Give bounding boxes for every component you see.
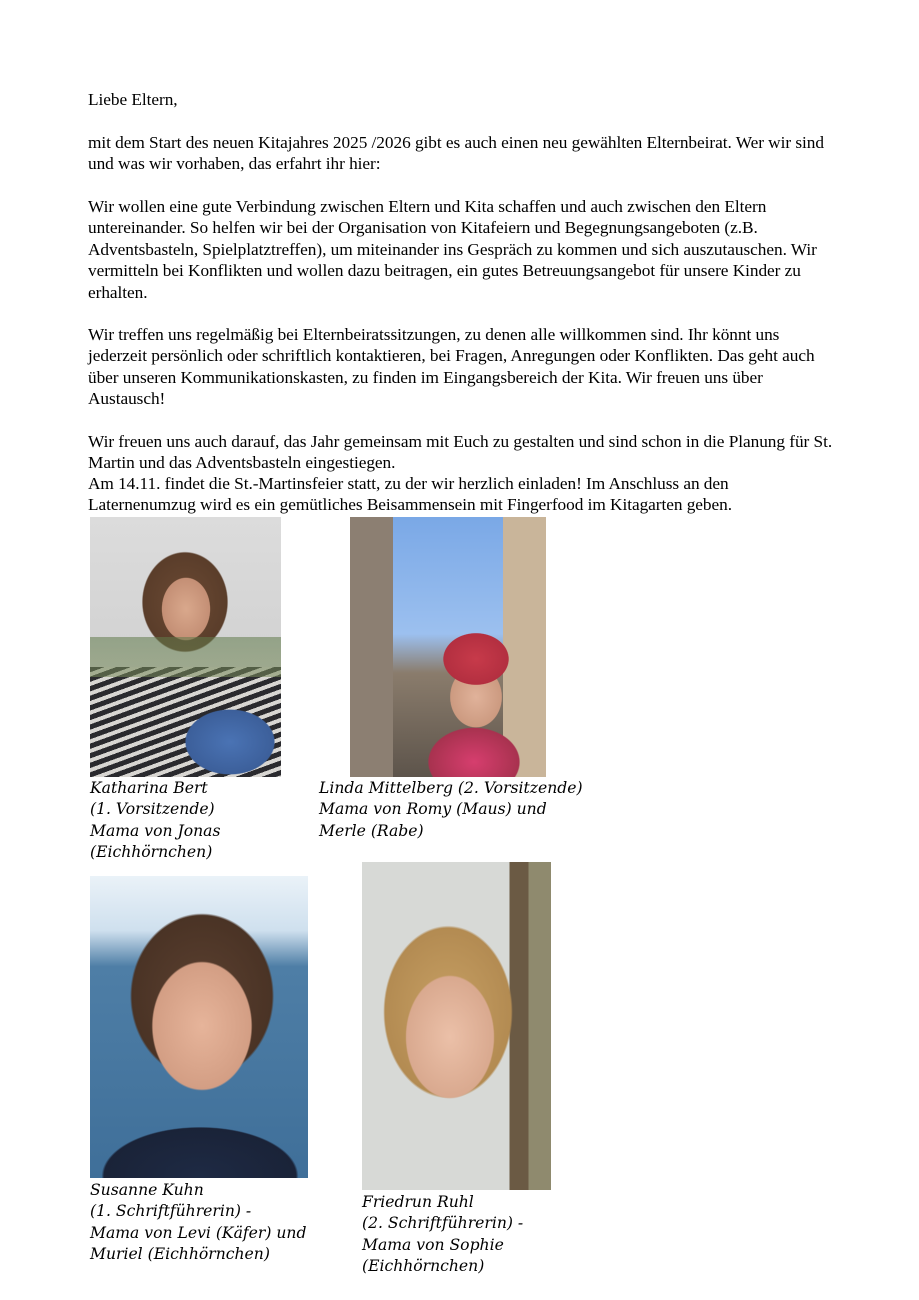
caption-line: (Eichhörnchen) <box>362 1256 485 1275</box>
caption-line: (1. Schriftführerin) - <box>90 1202 252 1221</box>
member-caption-katharina-bert <box>90 778 220 863</box>
caption-line: (Eichhörnchen) <box>90 842 213 861</box>
paragraph-meetings: Wir treffen uns regelmäßig bei Elternbeiratssitzungen, zu denen alle willkommen sind. Ihr könnt uns jederzeit persönlich oder schriftlich kontaktieren, bei Fragen, Anregungen oder Konflikten. Das geht auch über unseren Kommunikationskasten, zu finden im Eingangsbereich der Kita. Wir freuen uns über Austausch! <box>88 325 815 409</box>
member-photo-linda-mittelberg <box>350 517 546 777</box>
caption-line: Muriel (Eichhörnchen) <box>90 1244 270 1263</box>
caption-line: Friedrun Ruhl <box>362 1193 474 1211</box>
caption-line: Linda Mittelberg (2. Vorsitzende) <box>319 779 583 797</box>
paragraph-planning: Wir freuen uns auch darauf, das Jahr gemeinsam mit Euch zu gestalten und sind schon in die Planung für St. Martin und das Adventsbasteln eingestiegen. <box>88 432 833 473</box>
member-caption-linda-mittelberg <box>319 778 583 842</box>
greeting: Liebe Eltern, <box>88 90 178 109</box>
caption-line: Katharina Bert <box>90 779 208 797</box>
caption-line: Merle (Rabe) <box>319 821 424 840</box>
caption-line: Mama von Sophie <box>362 1235 504 1254</box>
caption-line: Mama von Levi (Käfer) und <box>90 1223 307 1242</box>
paragraph-st-martin: Am 14.11. findet die St.-Martinsfeier statt, zu der wir herzlich einladen! Im Anschluss an den Laternenumzug wird es ein gemütliches Beisammensein mit Fingerfood im Kitagarten geben. <box>88 474 733 515</box>
caption-line: Susanne Kuhn <box>90 1181 204 1199</box>
caption-line: Mama von Romy (Maus) und <box>319 800 547 819</box>
caption-line: (1. Vorsitzende) <box>90 800 215 819</box>
member-photo-susanne-kuhn <box>90 876 308 1178</box>
paragraph-goals: Wir wollen eine gute Verbindung zwischen Eltern und Kita schaffen und auch zwischen den Eltern untereinander. So helfen wir bei der Organisation von Kitafeiern und Begegnungsangeboten (z.B. Adventsbasteln, Spielplatztreffen), um miteinander ins Gespräch zu kommen und sich auszutauschen. Wir vermitteln bei Konflikten und wollen dazu beitragen, ein gutes Betreuungsangebot für unsere Kinder zu erhalten. <box>88 197 817 302</box>
member-photo-katharina-bert <box>90 517 281 777</box>
caption-line: (2. Schriftführerin) - <box>362 1214 524 1233</box>
caption-line: Mama von Jonas <box>90 821 221 840</box>
member-photo-friedrun-ruhl <box>362 862 551 1190</box>
member-caption-susanne-kuhn <box>90 1180 306 1265</box>
paragraph-intro: mit dem Start des neuen Kitajahres 2025 /2026 gibt es auch einen neu gewählten Elternbeirat. Wer wir sind und was wir vorhaben, das erfahrt ihr hier: <box>88 133 824 174</box>
member-caption-friedrun-ruhl <box>362 1192 523 1277</box>
